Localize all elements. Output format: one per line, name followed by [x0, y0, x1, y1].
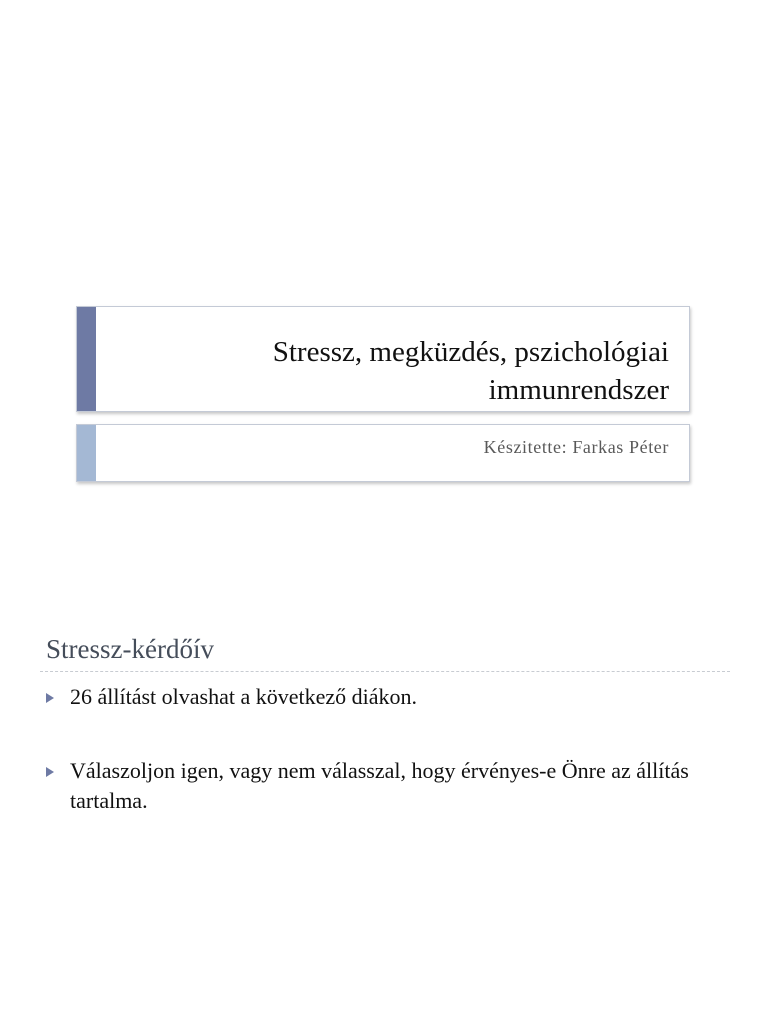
bullet-text: 26 állítást olvashat a következő diákon. [70, 684, 418, 709]
subtitle-accent-bar [77, 425, 96, 481]
slide-subtitle: Készitette: Farkas Péter [483, 437, 669, 457]
slide-title-line1: Stressz, megküzdés, pszichológiai [272, 336, 669, 368]
bullet-item [46, 682, 726, 712]
heading-divider [40, 671, 730, 672]
slide-title [129, 333, 669, 409]
slide-title-line2: immunrendszer [488, 374, 669, 406]
subtitle-box [76, 424, 690, 482]
title-box [76, 306, 690, 412]
bullet-triangle-icon [46, 767, 54, 777]
bullet-item [46, 756, 726, 816]
title-accent-bar [77, 307, 96, 411]
bullet-text: Válaszoljon igen, vagy nem válasszal, hogy érvényes-e Önre az állítás tartalma. [70, 758, 689, 813]
content-slide [0, 576, 768, 1024]
slide-heading: Stressz-kérdőív [46, 634, 214, 664]
bullet-list [46, 682, 726, 860]
bullet-triangle-icon [46, 693, 54, 703]
